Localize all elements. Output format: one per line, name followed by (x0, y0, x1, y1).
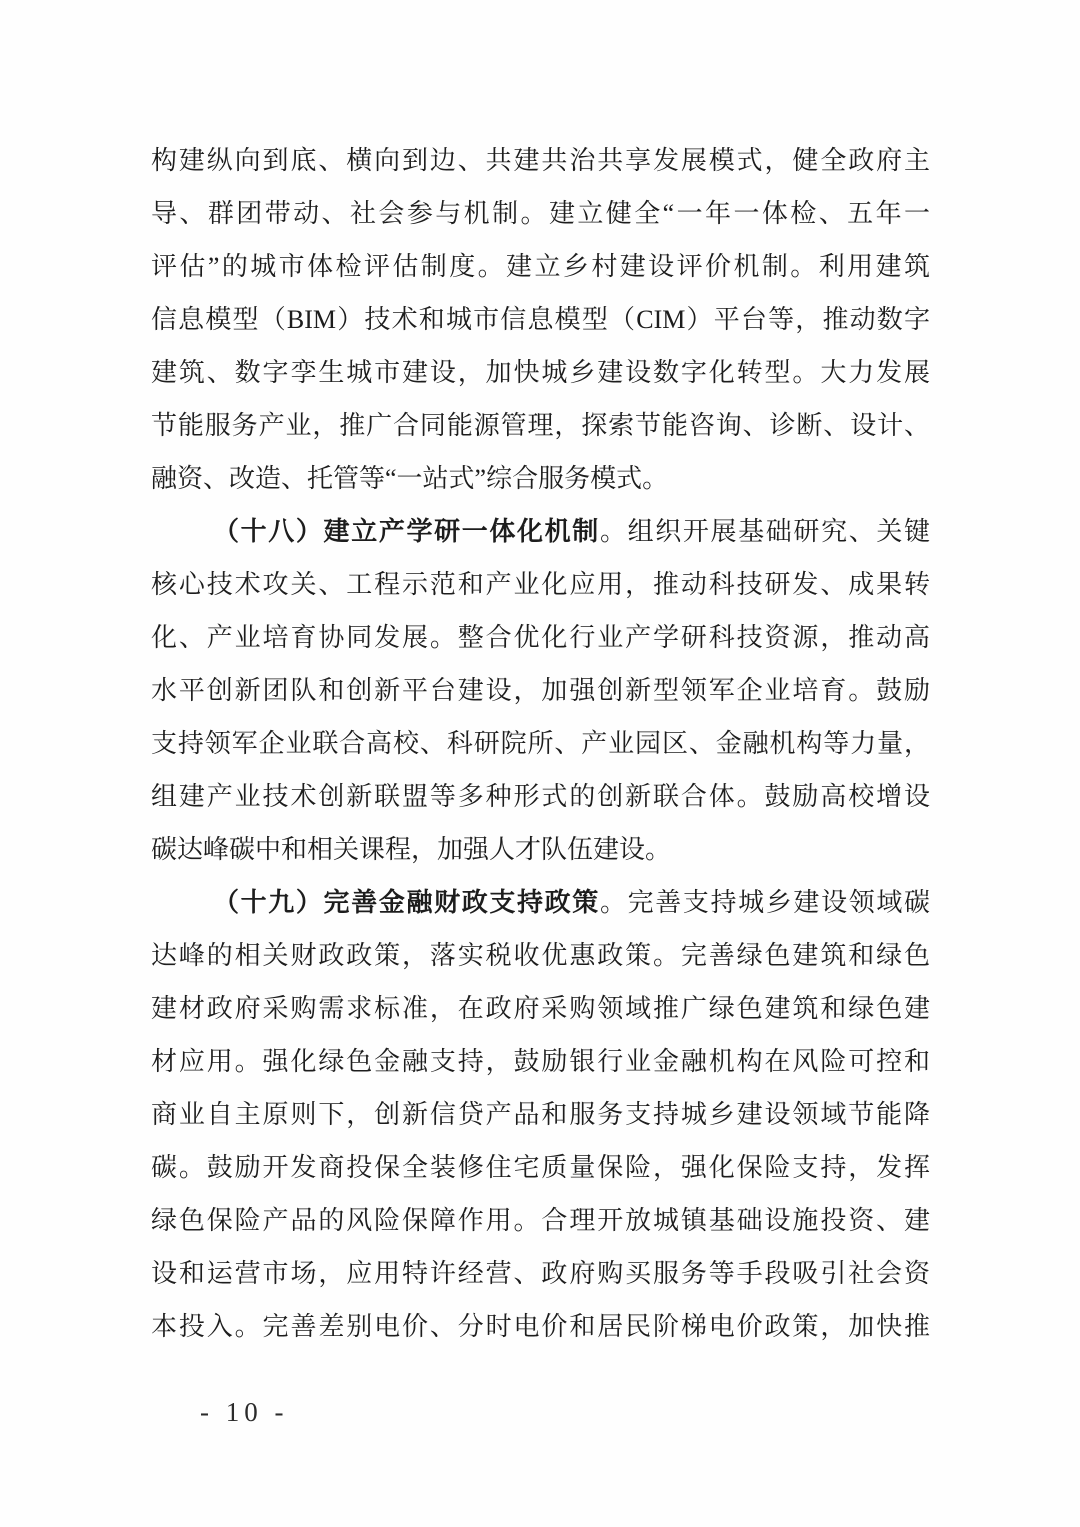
text-line: 商业自主原则下，创新信贷产品和服务支持城乡建设领域节能降 (151, 1100, 930, 1129)
text-line-rest: 。完善支持城乡建设领域碳 (599, 888, 930, 917)
text-line: 核心技术攻关、工程示范和产业化应用，推动科技研发、成果转 (151, 570, 930, 599)
section-heading-19: （十九）完善金融财政支持政策 (213, 888, 600, 917)
text-line: 建材政府采购需求标准，在政府采购领域推广绿色建筑和绿色建 (151, 994, 930, 1023)
text-line: 设和运营市场，应用特许经营、政府购买服务等手段吸引社会资 (151, 1259, 930, 1288)
text-line: 节能服务产业，推广合同能源管理，探索节能咨询、诊断、设计、 (151, 411, 930, 440)
page-number: - 10 - (200, 1397, 289, 1427)
text-line: 本投入。完善差别电价、分时电价和居民阶梯电价政策，加快推 (151, 1312, 930, 1341)
text-line: 达峰的相关财政政策，落实税收优惠政策。完善绿色建筑和绿色 (151, 941, 930, 970)
text-line: 水平创新团队和创新平台建设，加强创新型领军企业培育。鼓励 (151, 676, 930, 705)
text-line (151, 505, 930, 558)
text-line: 导、群团带动、社会参与机制。建立健全“一年一体检、五年一 (151, 199, 930, 228)
text-line: 评估”的城市体检评估制度。建立乡村建设评价机制。利用建筑 (151, 252, 930, 281)
text-line: 建筑、数字孪生城市建设，加快城乡建设数字化转型。大力发展 (151, 358, 930, 387)
text-line: 融资、改造、托管等“一站式”综合服务模式。 (151, 464, 669, 493)
section-heading-18: （十八）建立产学研一体化机制 (213, 517, 600, 546)
text-line: 材应用。强化绿色金融支持，鼓励银行业金融机构在风险可控和 (151, 1047, 930, 1076)
text-line: 化、产业培育协同发展。整合优化行业产学研科技资源，推动高 (151, 623, 930, 652)
text-line: 构建纵向到底、横向到边、共建共治共享发展模式，健全政府主 (151, 146, 930, 175)
text-line (151, 876, 930, 929)
text-line: 支持领军企业联合高校、科研院所、产业园区、金融机构等力量， (151, 729, 930, 758)
text-line: 信息模型（BIM）技术和城市信息模型（CIM）平台等，推动数字 (151, 305, 930, 334)
document-body (151, 134, 930, 1353)
text-line-rest: 。组织开展基础研究、关键 (599, 517, 930, 546)
text-line: 组建产业技术创新联盟等多种形式的创新联合体。鼓励高校增设 (151, 782, 930, 811)
text-line: 绿色保险产品的风险保障作用。合理开放城镇基础设施投资、建 (151, 1206, 930, 1235)
text-line: 碳达峰碳中和相关课程，加强人才队伍建设。 (151, 835, 672, 864)
text-line: 碳。鼓励开发商投保全装修住宅质量保险，强化保险支持，发挥 (151, 1153, 930, 1182)
